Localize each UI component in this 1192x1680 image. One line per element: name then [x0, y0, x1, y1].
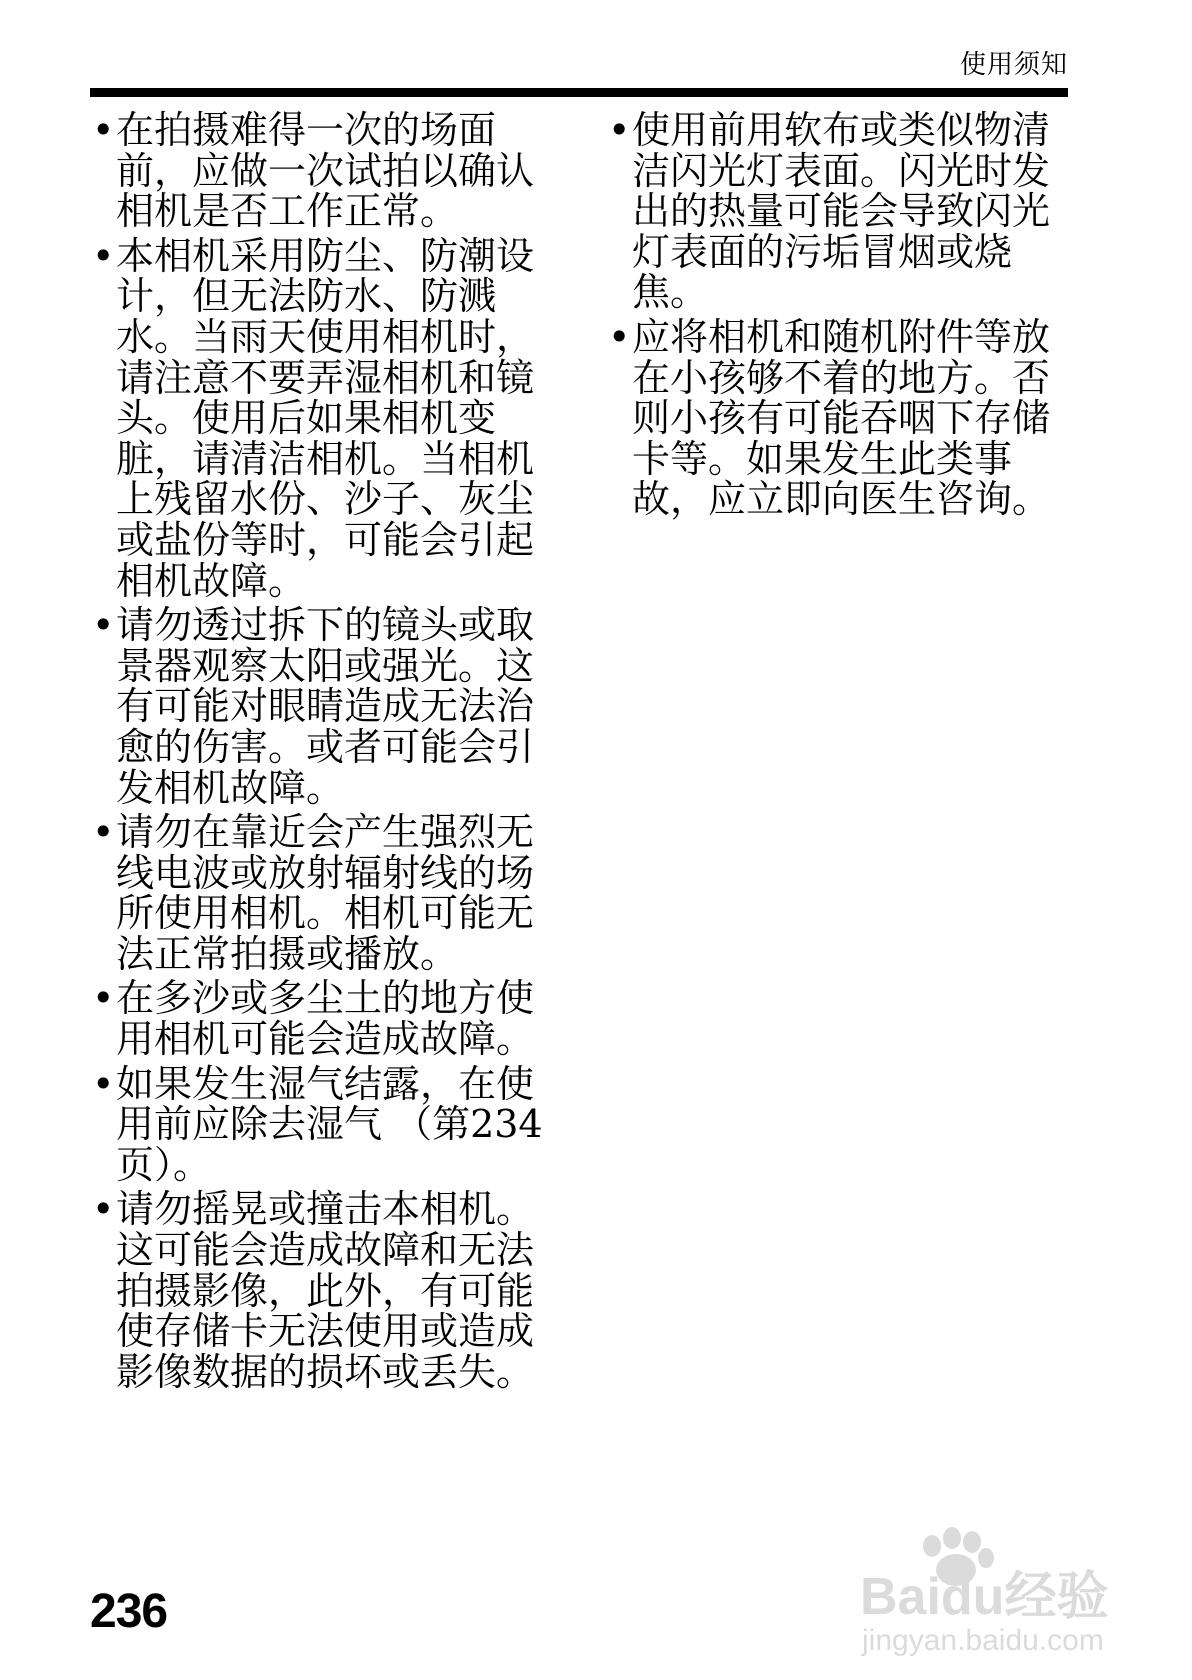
watermark-url: jingyan.baidu.com	[862, 1624, 1104, 1657]
bullet-line: 出的热量可能会导致闪光	[632, 189, 1051, 234]
bullet-line: 在小孩够不着的地方。否	[632, 355, 1051, 400]
bullet-line: 用相机可能会造成故障。	[116, 1017, 535, 1062]
bullet-line: 上残留水份、沙子、灰尘	[116, 477, 535, 522]
bullet-line: 拍摄影像，此外，有可能	[116, 1268, 535, 1313]
bullet-line: 请勿在靠近会产生强烈无	[116, 810, 535, 855]
bullet-icon: •	[92, 1061, 115, 1106]
bullet-line: 则小孩有可能吞咽下存储	[632, 396, 1051, 441]
bullet-line: 或盐份等时，可能会引起	[116, 517, 535, 562]
bullet-line: 所使用相机。相机可能无	[116, 891, 535, 936]
bullet-item	[90, 233, 540, 603]
bullet-line: 前，应做一次试拍以确认	[116, 148, 535, 193]
watermark-brand: Baidu经验	[860, 1568, 1109, 1626]
bullet-icon: •	[92, 603, 115, 648]
bullet-icon: •	[92, 810, 115, 855]
bullet-line: 线电波或放射辐射线的场	[116, 850, 535, 895]
bullet-line: 发相机故障。	[116, 765, 345, 810]
bullet-icon: •	[608, 108, 631, 152]
bullet-icon: •	[92, 976, 115, 1021]
bullet-line: 灯表面的污垢冒烟或烧	[632, 229, 1013, 274]
bullet-line: 请勿透过拆下的镜头或取	[116, 603, 535, 648]
bullet-line: 愈的伤害。或者可能会引	[116, 724, 535, 769]
bullet-line: 这可能会造成故障和无法	[116, 1228, 535, 1273]
bullet-line: 计，但无法防水、防溅	[116, 274, 497, 319]
bullet-line: 如果发生湿气结露，在使	[116, 1061, 535, 1106]
bullet-line: 相机故障。	[116, 558, 307, 603]
bullet-icon: •	[92, 233, 115, 278]
bullet-item	[90, 605, 540, 808]
bullet-item	[90, 976, 540, 1062]
bullet-item	[90, 1189, 540, 1392]
right-column	[606, 110, 1076, 524]
left-column	[90, 108, 543, 1396]
bullet-line: 应将相机和随机附件等放	[632, 314, 1051, 359]
bullet-item	[90, 110, 540, 232]
bullet-line: 法正常拍摄或播放。	[116, 931, 459, 976]
bullet-line: 影像数据的损坏或丢失。	[116, 1349, 535, 1394]
bullet-line: 请勿摇晃或撞击本相机。	[116, 1187, 535, 1232]
baidu-jingyan-watermark	[850, 1522, 1150, 1662]
section-title: 使用须知	[959, 50, 1068, 80]
bullet-line: 焦。	[632, 270, 709, 315]
bullet-line: 有可能对眼睛造成无法治	[116, 684, 535, 729]
bullet-line: 洁闪光灯表面。闪光时发	[632, 148, 1051, 193]
bullet-line: 水。当雨天使用相机时，	[116, 314, 535, 359]
bullet-line: 本相机采用防尘、防潮设	[116, 233, 535, 278]
bullet-icon: •	[92, 108, 115, 152]
bullet-item	[90, 812, 540, 974]
bullet-line: 使用前用软布或类似物清	[632, 108, 1051, 152]
bullet-icon: •	[608, 314, 631, 359]
bullet-line: 使存储卡无法使用或造成	[116, 1309, 535, 1354]
bullet-line: 用前应除去湿气 （第234	[116, 1102, 543, 1147]
bullet-line: 故，应立即向医生咨询。	[632, 477, 1051, 522]
bullet-icon: •	[92, 1187, 115, 1232]
bullet-line: 请注意不要弄湿相机和镜	[116, 355, 535, 400]
bullet-line: 脏，请清洁相机。当相机	[116, 436, 535, 481]
bullet-line: 头。使用后如果相机变	[116, 396, 497, 441]
bullet-line: 相机是否工作正常。	[116, 189, 459, 234]
bullet-line: 页）。	[116, 1142, 212, 1187]
bullet-line: 景器观察太阳或强光。这	[116, 643, 535, 688]
bullet-item	[606, 314, 1076, 522]
bullet-item	[90, 1061, 543, 1187]
header-rule	[90, 88, 1068, 97]
bullet-item	[606, 110, 1076, 313]
bullet-line: 卡等。如果发生此类事	[632, 436, 1013, 481]
bullet-line: 在多沙或多尘土的地方使	[116, 976, 535, 1021]
page-number: 236	[90, 1585, 168, 1638]
bullet-line: 在拍摄难得一次的场面	[116, 108, 497, 152]
